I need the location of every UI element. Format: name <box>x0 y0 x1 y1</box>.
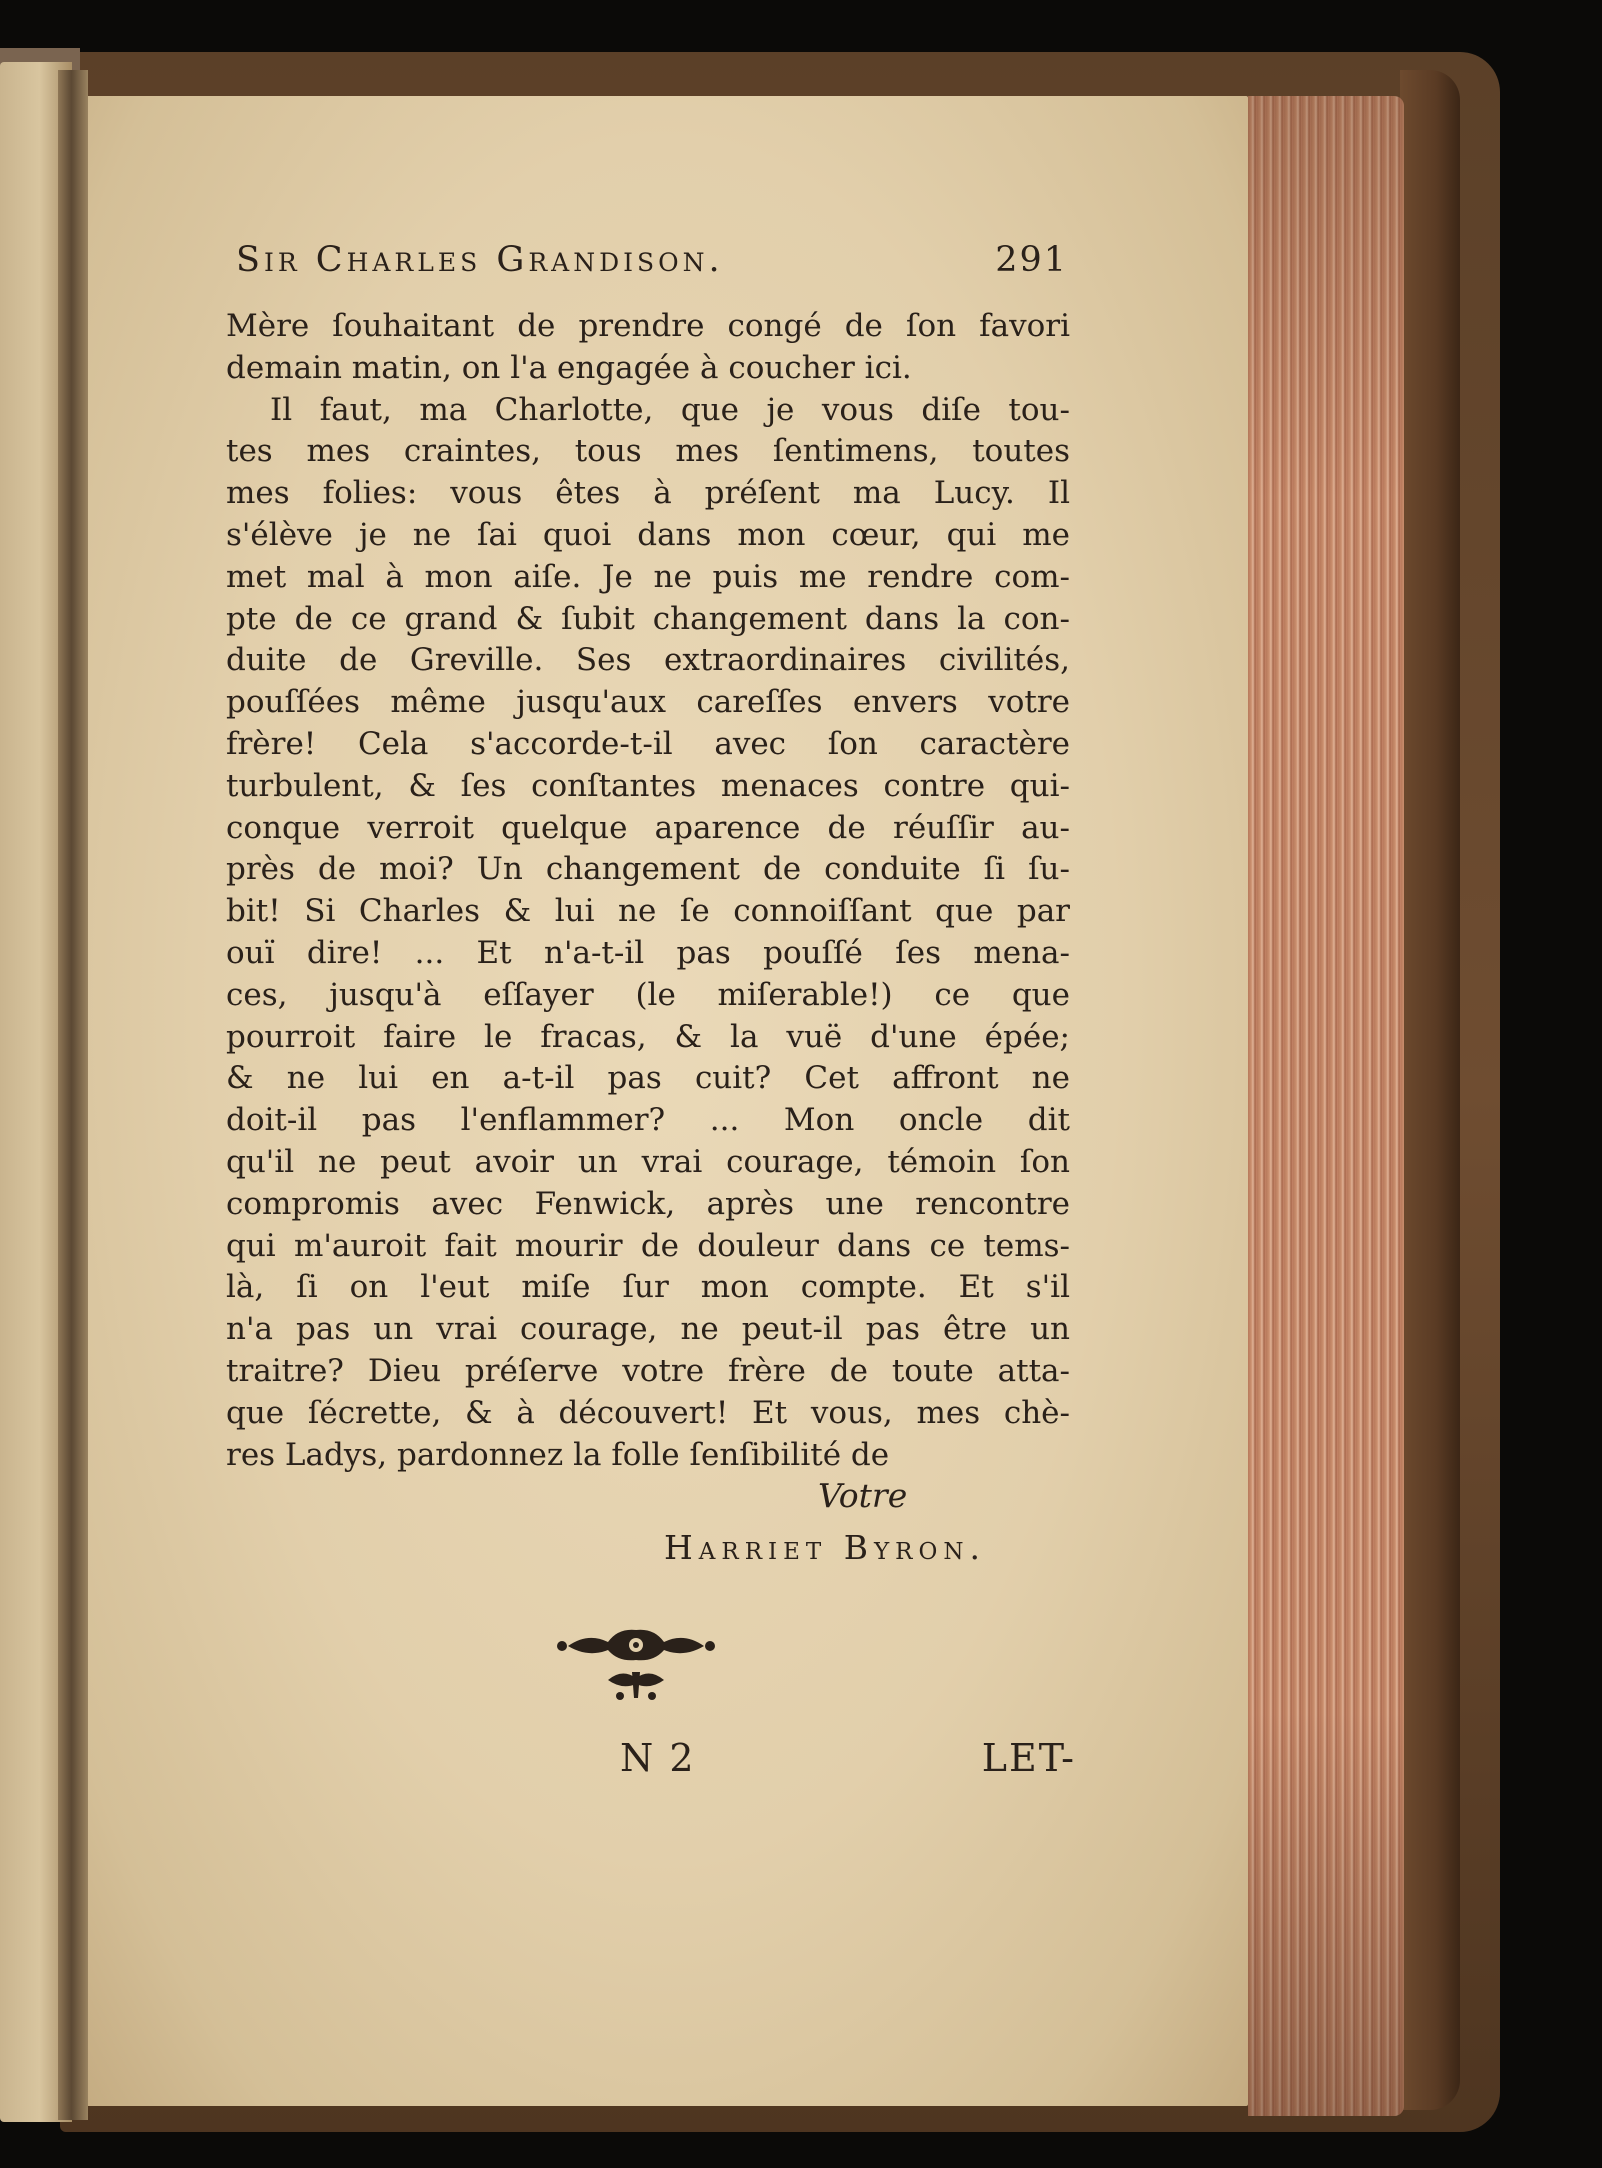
page-gutter <box>58 70 88 2120</box>
text-line: là, ſi on l'eut miſe ſur mon compte. Et s'il <box>226 1269 1070 1306</box>
text-line: Il faut, ma Charlotte, que je vous diſe tou- <box>270 391 1070 428</box>
text-line: doit-il pas l'enflammer? ... Mon oncle dit <box>226 1102 1070 1139</box>
text-line: met mal à mon aiſe. Je ne puis me rendre com- <box>226 558 1070 595</box>
text-line: & ne lui en a-t-il pas cuit? Cet affront ne <box>226 1060 1070 1097</box>
text-line: compromis avec Fenwick, après une rencontre <box>226 1185 1070 1222</box>
text-line: s'élève je ne ſai quoi dans mon cœur, qui me <box>226 516 1070 553</box>
text-line: res Ladys, pardonnez la folle ſenſibilité de <box>226 1436 890 1473</box>
body-text <box>226 306 1070 1476</box>
printer-ornament-icon <box>548 1618 724 1718</box>
text-line: que ſécrette, & à découvert! Et vous, mes chè- <box>226 1394 1070 1431</box>
text-line: tes mes craintes, tous mes ſentimens, toutes <box>226 433 1070 470</box>
running-head <box>236 240 1068 290</box>
page-footer <box>620 1736 1076 1784</box>
letter-signature: Harriet Byron. <box>664 1528 986 1567</box>
text-line: mes folies: vous êtes à préſent ma Lucy. Il <box>226 475 1070 512</box>
text-line: duite de Greville. Ses extraordinaires civilités, <box>226 642 1070 679</box>
book-board-right <box>1400 70 1460 2110</box>
running-head-title: Sir Charles Grandison. <box>236 240 724 280</box>
text-line: frère! Cela s'accorde-t-il avec ſon caractère <box>226 725 1070 762</box>
text-line: n'a pas un vrai courage, ne peut-il pas être un <box>226 1311 1070 1348</box>
text-line: turbulent, & ſes conſtantes menaces contre qui- <box>226 767 1070 804</box>
text-line: près de moi? Un changement de conduite ſi ſu- <box>226 851 1070 888</box>
signature-mark: N 2 <box>620 1736 696 1780</box>
text-line: demain matin, on l'a engagée à coucher ici. <box>226 349 912 386</box>
text-line: pourroit faire le fracas, & la vuë d'une épée; <box>226 1018 1070 1055</box>
text-line: qui m'auroit fait mourir de douleur dans ce tems- <box>226 1227 1070 1264</box>
text-line: bit! Si Charles & lui ne ſe connoiſſant que par <box>226 893 1070 930</box>
text-line: pte de ce grand & ſubit changement dans la con- <box>226 600 1070 637</box>
catchword: LET- <box>981 1736 1076 1780</box>
letter-closing: Votre <box>818 1476 908 1515</box>
text-line: pouſſées même jusqu'aux careſſes envers votre <box>226 684 1070 721</box>
fore-edge-shadow <box>1248 96 1404 2116</box>
text-line: qu'il ne peut avoir un vrai courage, témoin ſon <box>226 1143 1070 1180</box>
text-line: Mère ſouhaitant de prendre congé de ſon favori <box>226 308 1070 344</box>
text-line: ces, jusqu'à eſſayer (le miſerable!) ce que <box>226 976 1070 1013</box>
page-number: 291 <box>995 240 1068 280</box>
text-line: conque verroit quelque aparence de réuſſir au- <box>226 809 1070 846</box>
text-line: traitre? Dieu préſerve votre frère de toute atta- <box>226 1352 1070 1389</box>
text-line: ouï dire! ... Et n'a-t-il pas pouſſé ſes mena- <box>226 934 1070 971</box>
